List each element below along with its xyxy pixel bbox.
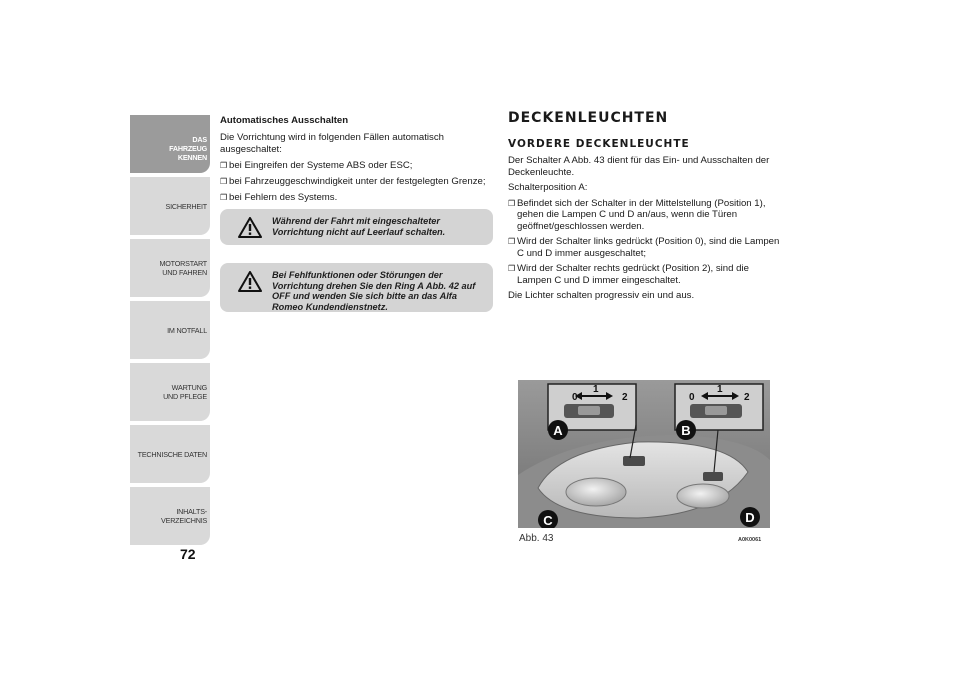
- pos-2-a: 2: [622, 392, 628, 403]
- label-a: A: [553, 423, 563, 438]
- pos-0-b: 0: [689, 392, 695, 403]
- warning-text: Bei Fehlfunktionen oder Störungen der Vorrichtung drehen Sie den Ring A Abb. 42 auf OFF und wenden Sie sich bitte an das Alfa Romeo Kundendienstnetz.: [272, 270, 476, 312]
- bullet-icon: ❒: [220, 177, 228, 186]
- warning-box: [220, 263, 493, 312]
- list-item: ❒ Befindet sich der Schalter in der Mittelstellung (Position 1), gehen die Lampen C und D an/aus, wenn die Türen geöffnet/geschlossen werden.: [508, 197, 766, 232]
- paragraph: Schalterposition A:: [508, 182, 588, 193]
- bullet-icon: ❒: [508, 198, 516, 208]
- page-title: DECKENLEUCHTEN: [508, 110, 669, 126]
- list-item: ❒ bei Fahrzeuggeschwindigkeit unter der festgelegten Grenze;: [220, 176, 486, 187]
- pos-1-b: 1: [717, 384, 723, 395]
- figure-code: A0K0061: [738, 537, 762, 543]
- tab-motorstart-und-fahren[interactable]: MOTORSTART UND FAHREN: [130, 239, 210, 297]
- warning-icon: [238, 217, 262, 238]
- pos-0-a: 0: [572, 392, 578, 403]
- tab-sicherheit[interactable]: SICHERHEIT: [130, 177, 210, 235]
- bullet-icon: ❒: [508, 237, 516, 246]
- pos-1-a: 1: [593, 384, 599, 395]
- tab-technische-daten[interactable]: TECHNISCHE DATEN: [130, 425, 210, 483]
- figure-caption: Abb. 43: [519, 533, 554, 544]
- tab-wartung-und-pflege[interactable]: WARTUNG UND PFLEGE: [130, 363, 210, 421]
- section-subtitle: VORDERE DECKENLEUCHTE: [508, 137, 690, 150]
- bullet-icon: ❒: [220, 161, 228, 170]
- tab-das-fahrzeug-kennen[interactable]: DAS FAHRZEUG KENNEN: [130, 115, 210, 173]
- list-item: ❒ bei Eingreifen der Systeme ABS oder ESC;: [220, 160, 413, 171]
- list-item: ❒ bei Fehlern des Systems.: [220, 192, 338, 203]
- paragraph: Der Schalter A Abb. 43 dient für das Ein- und Ausschalten der Deckenleuchte.: [508, 155, 770, 178]
- warning-box: [220, 209, 493, 245]
- page-number: 72: [180, 546, 196, 562]
- intro-text: Die Vorrichtung wird in folgenden Fällen automatisch ausgeschaltet:: [220, 132, 444, 155]
- label-d: D: [745, 510, 755, 525]
- list-item: ❒ Wird der Schalter rechts gedrückt (Position 2), sind die Lampen C und D immer eingeschaltet.: [508, 263, 749, 286]
- bullet-icon: ❒: [220, 193, 228, 202]
- pos-2-b: 2: [744, 392, 750, 403]
- paragraph: Die Lichter schalten progressiv ein und aus.: [508, 290, 695, 301]
- figure-ceiling-light: [518, 380, 770, 528]
- warning-icon: [238, 271, 262, 292]
- tab-im-notfall[interactable]: IM NOTFALL: [130, 301, 210, 359]
- bullet-icon: ❒: [508, 264, 516, 273]
- left-column: [220, 115, 495, 208]
- list-item: ❒ Wird der Schalter links gedrückt (Position 0), sind die Lampen C und D immer ausgeschaltet;: [508, 236, 780, 259]
- label-b: B: [681, 423, 691, 438]
- ceiling-light-illustration: [518, 380, 770, 528]
- right-column: [508, 110, 783, 306]
- section-heading: Automatisches Ausschalten: [220, 115, 349, 126]
- warning-text: Während der Fahrt mit eingeschalteter Vorrichtung nicht auf Leerlauf schalten.: [272, 216, 446, 237]
- label-c: C: [543, 513, 553, 528]
- tab-inhaltsverzeichnis[interactable]: INHALTS-VERZEICHNIS: [130, 487, 210, 545]
